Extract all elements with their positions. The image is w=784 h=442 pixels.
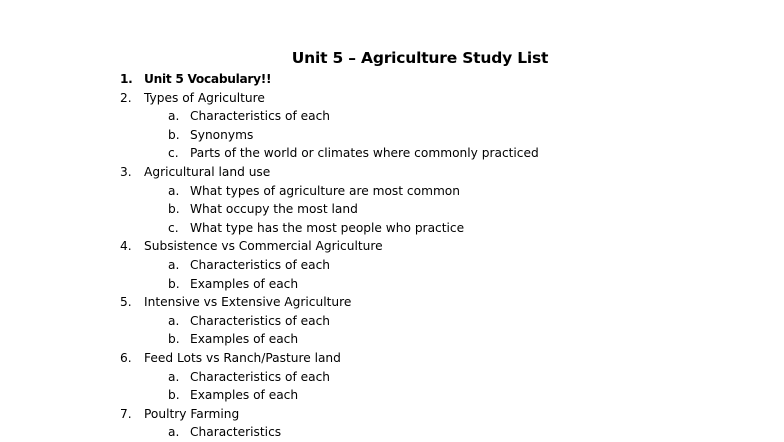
sub-list-item	[0, 256, 784, 275]
sub-list-item-letter: a.	[168, 313, 180, 328]
sub-list-item-text: Examples of each	[190, 388, 299, 403]
sub-list-item-text: Characteristics of each	[190, 369, 331, 384]
sub-list-item-letter: b.	[168, 276, 180, 291]
sub-list-item	[0, 275, 784, 294]
sub-list-item-text: Characteristics of each	[190, 313, 331, 328]
list-item-text: Agricultural land use	[144, 164, 271, 179]
sub-list-item-text: Examples of each	[190, 332, 299, 347]
sub-list-item	[0, 126, 784, 145]
list-item	[0, 89, 784, 108]
sub-list-item-text: Synonyms	[190, 127, 254, 142]
sub-list-item-text: What type has the most people who practice	[190, 220, 465, 235]
sub-list-item	[0, 312, 784, 331]
list-item-text: Intensive vs Extensive Agriculture	[144, 295, 352, 310]
sub-list-item-letter: a.	[168, 369, 180, 384]
list-item	[0, 70, 784, 89]
list-item-number: 1.	[120, 72, 133, 86]
sub-list-item	[0, 182, 784, 201]
sub-list-item	[0, 144, 784, 163]
list-item-text: Feed Lots vs Ranch/Pasture land	[144, 350, 341, 365]
sub-list-item-letter: b.	[168, 332, 180, 347]
list-item-text: Poultry Farming	[144, 406, 240, 421]
sub-list-item	[0, 330, 784, 349]
list-item-number: 2.	[120, 90, 132, 105]
list-item-text: Types of Agriculture	[144, 90, 265, 105]
sub-list-item-letter: b.	[168, 202, 180, 217]
sub-list-item-text: What occupy the most land	[190, 202, 358, 217]
list-item-number: 3.	[120, 164, 132, 179]
sub-list-item-text: Parts of the world or climates where commonly practiced	[190, 146, 539, 161]
sub-list-item	[0, 107, 784, 126]
sub-list-item-letter: c.	[168, 146, 179, 161]
sub-list-item	[0, 386, 784, 405]
sub-list-item	[0, 368, 784, 387]
sub-list-item-text: Characteristics	[190, 425, 282, 440]
sub-list-item	[0, 423, 784, 442]
list-item	[0, 349, 784, 368]
list-item-number: 7.	[120, 406, 132, 421]
sub-list-item-text: Characteristics of each	[190, 109, 331, 124]
sub-list-item-letter: a.	[168, 109, 180, 124]
list-item-text: Subsistence vs Commercial Agriculture	[144, 239, 383, 254]
sub-list-item-letter: b.	[168, 127, 180, 142]
list-item-text: Unit 5 Vocabulary!!	[144, 72, 272, 86]
sub-list-item-letter: a.	[168, 183, 180, 198]
sub-list-item-letter: a.	[168, 257, 180, 272]
list-item	[0, 237, 784, 256]
list-item	[0, 293, 784, 312]
list-item-number: 4.	[120, 239, 132, 254]
sub-list-item-letter: a.	[168, 425, 180, 440]
sub-list-item-text: Examples of each	[190, 276, 299, 291]
list-item-number: 6.	[120, 350, 132, 365]
sub-list-item	[0, 219, 784, 238]
list-item	[0, 405, 784, 424]
sub-list-item-letter: c.	[168, 220, 179, 235]
document-title: Unit 5 – Agriculture Study List	[291, 49, 549, 67]
list-item-number: 5.	[120, 295, 132, 310]
sub-list-item-letter: b.	[168, 388, 180, 403]
list-item	[0, 163, 784, 182]
sub-list-item-text: What types of agriculture are most common	[190, 183, 460, 198]
sub-list-item	[0, 200, 784, 219]
sub-list-item-text: Characteristics of each	[190, 257, 331, 272]
study-list	[0, 70, 784, 442]
